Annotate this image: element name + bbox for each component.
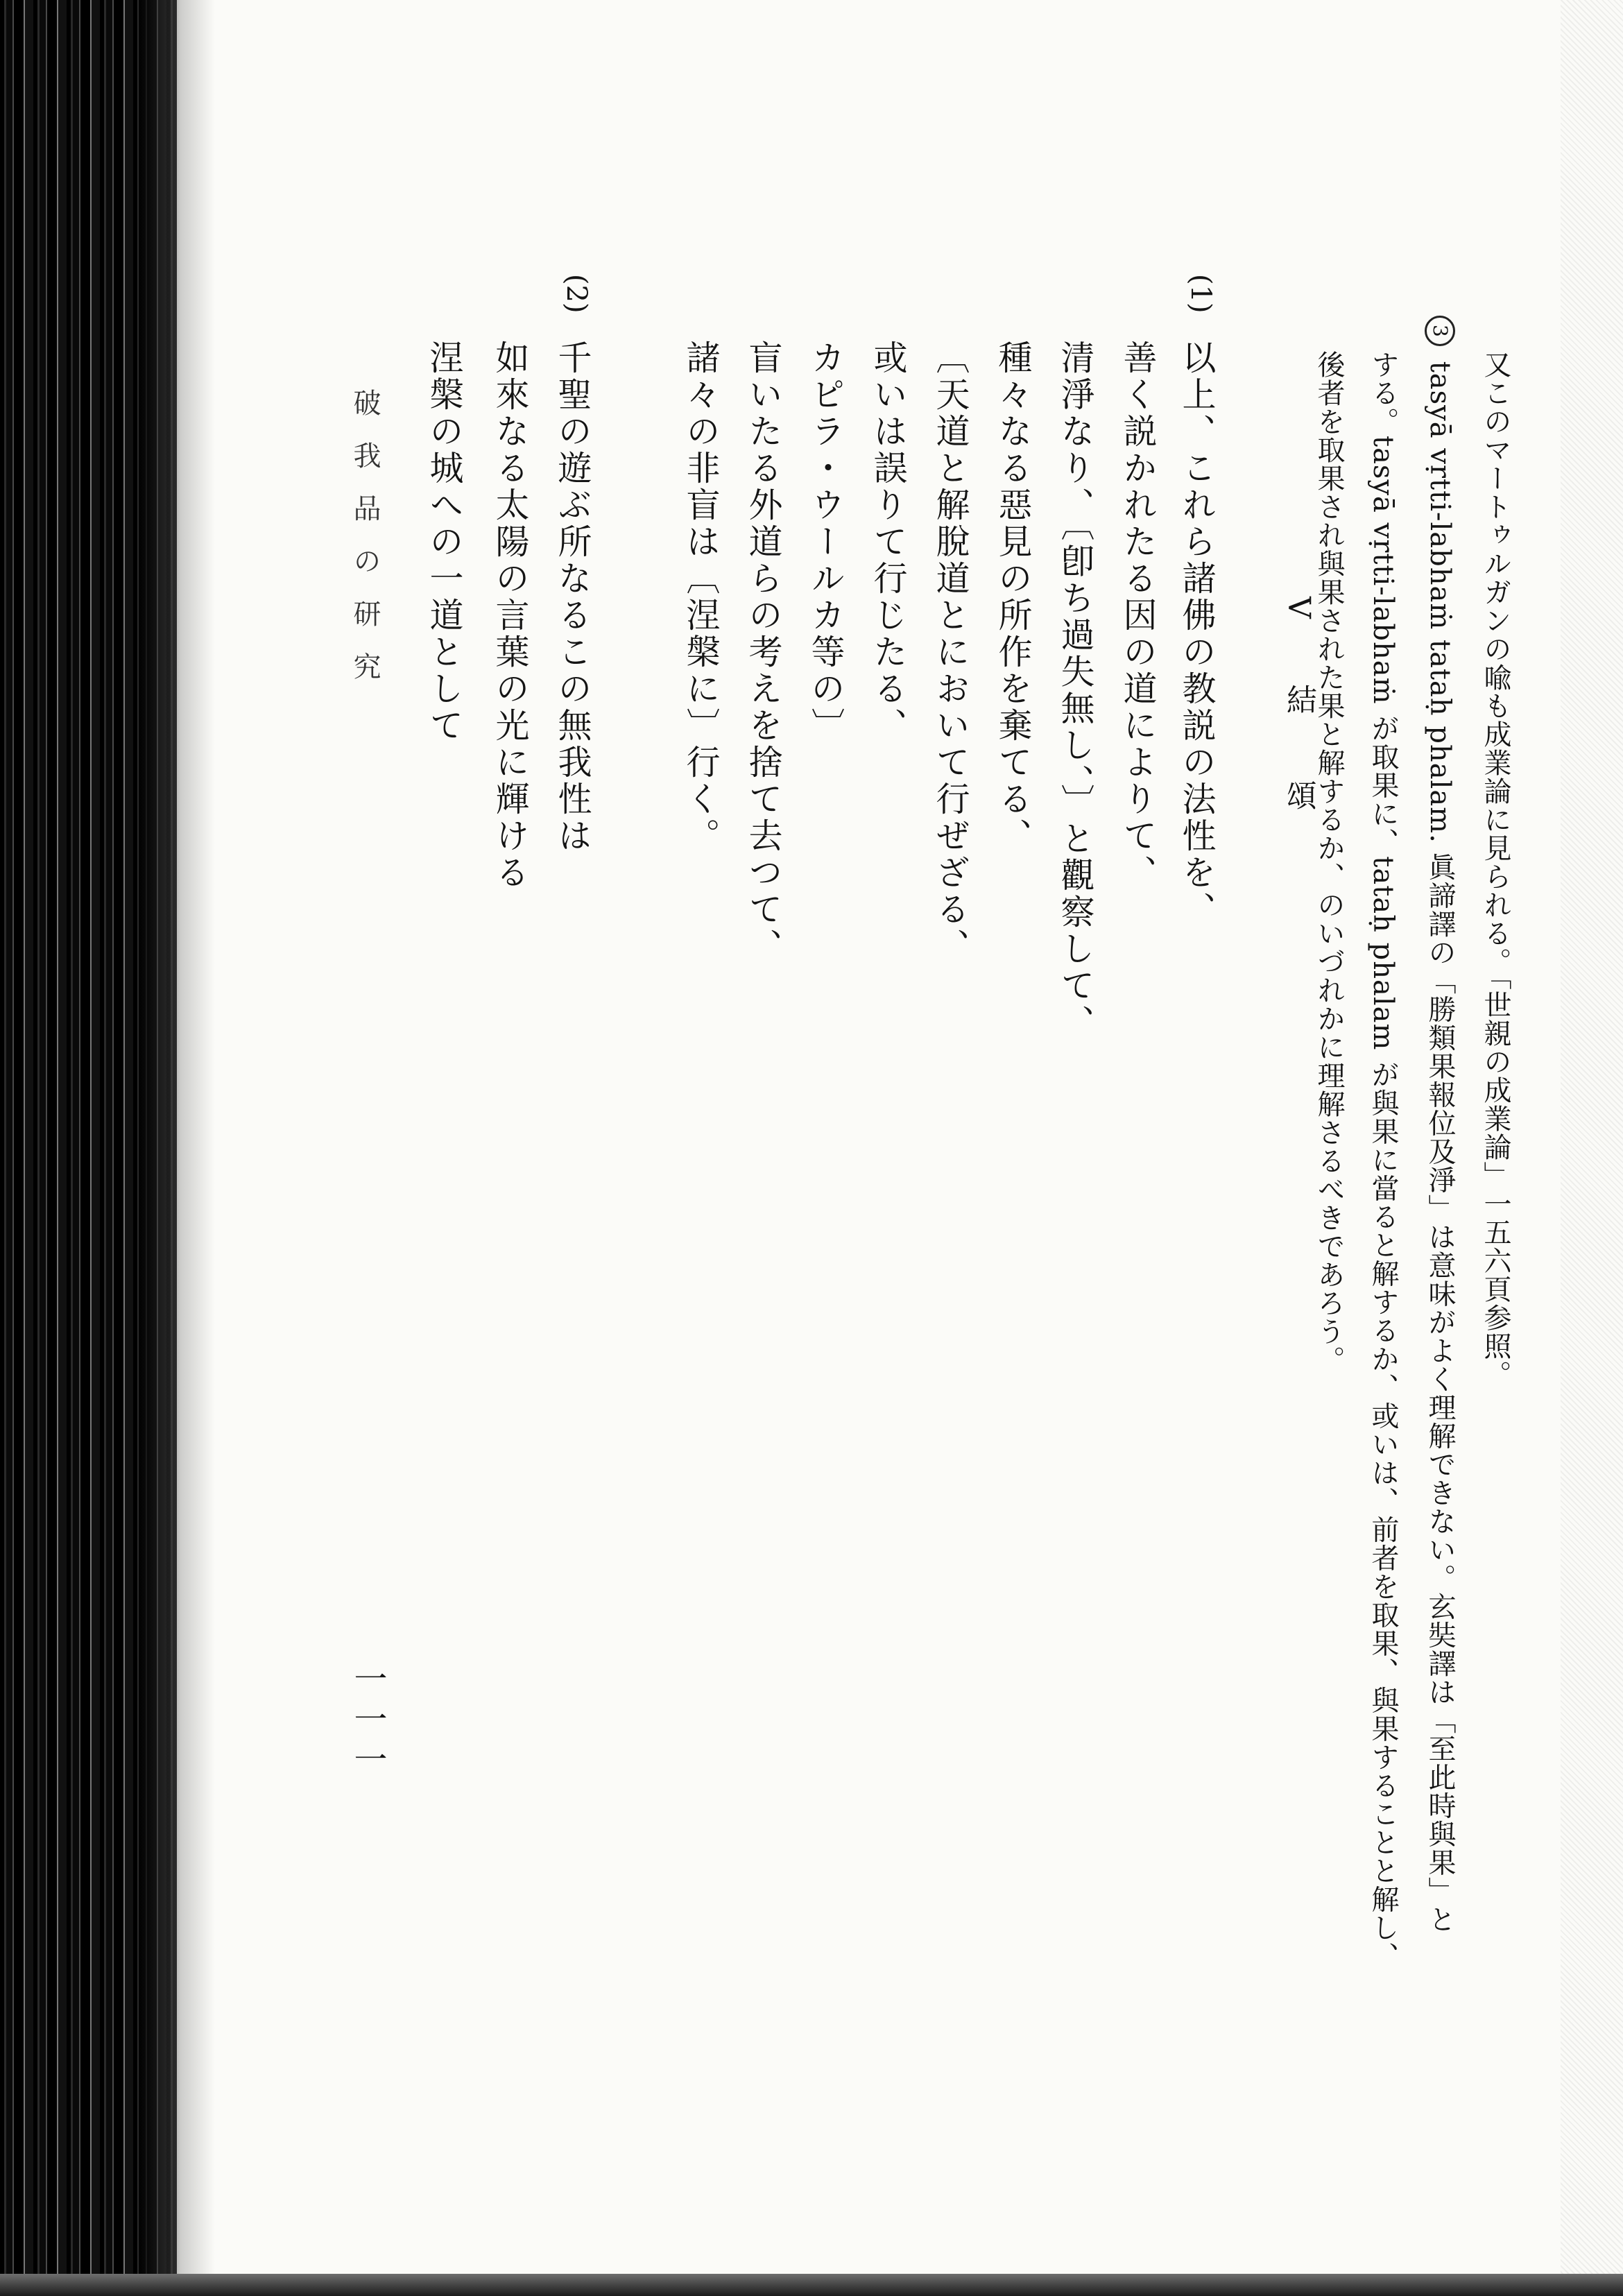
verse-1-line: 清淨なり、〔卽ち過失無し、〕と觀察して、 <box>1056 340 1095 1041</box>
verse-2-marker: (2) <box>560 274 592 314</box>
verse-1-line: 或いは誤りて行じたる、 <box>868 340 908 744</box>
verse-2-line: 千聖の遊ぶ所なるこの無我性は <box>553 340 592 855</box>
note-line-2-text: tasyā vṛtti-labhaṁ tataḥ phalam. 眞諦譯の「勝類果報位及淨」は意味がよく理解できない。玄奘譯は「至此時與果」と <box>1424 361 1456 1934</box>
note-line-4: 後者を取果され與果された果と解するか、のいづれかに理解さるべきであろう。 <box>1313 350 1345 1374</box>
verse-1-marker: (1) <box>1185 274 1217 314</box>
verse-2-line: 涅槃の城への一道として <box>424 340 464 744</box>
note-line-2 <box>1420 316 1460 1934</box>
verse-1-line: カピラ・ウールカ等の〕 <box>806 340 845 744</box>
verse-1-line: 盲いたる外道らの考えを捨て去つて、 <box>744 340 783 965</box>
scan-speckle-right <box>1561 0 1623 2296</box>
verse-1-line: 以上、これら諸佛の教説の法性を、 <box>1177 340 1217 928</box>
verse-1-line: 〔天道と解脫道とにおいて行ぜざる、 <box>931 340 970 965</box>
running-title: 破我品の研究 <box>349 388 381 705</box>
note-3-marker: 3 <box>1425 316 1455 346</box>
section-heading: V 結 頌 <box>1281 597 1316 838</box>
verse-1-line: 善く説かれたる因の道によりて、 <box>1118 340 1158 891</box>
verse-1-line: 種々なる惡見の所作を棄てる、 <box>993 340 1033 855</box>
verse-1-line: 諸々の非盲は〔涅槃に〕行く。 <box>681 340 721 855</box>
scan-shadow-fade <box>139 0 215 2296</box>
note-line-3: する。tasyā vṛtti-labhaṁ が取果に、tataḥ phalam が與果に當ると解するか、或いは、前者を取果、與果することと解し、 <box>1367 350 1399 1971</box>
verse-2-line: 如來なる太陽の言葉の光に輝ける <box>490 340 530 891</box>
scan-shadow-bottom <box>0 2274 1623 2296</box>
note-line-1: 又このマートゥルガンの喩も成業論に見られる。「世親の成業論」一五六頁参照。 <box>1479 350 1511 1389</box>
page-number: 一一一 <box>348 1661 387 1782</box>
